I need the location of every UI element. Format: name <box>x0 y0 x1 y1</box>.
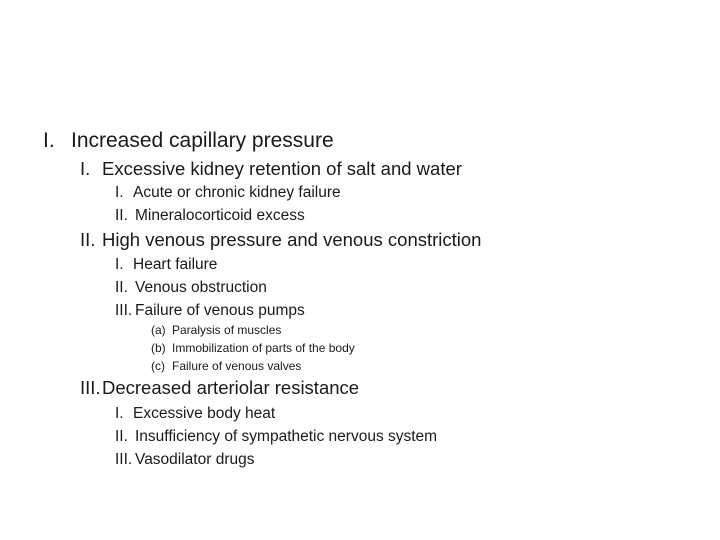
outline-number: I. <box>115 184 124 201</box>
outline-item-vasodilator-drugs <box>115 452 254 468</box>
outline-text: Decreased arteriolar resistance <box>102 377 360 398</box>
outline-text: Acute or chronic kidney failure <box>133 184 341 201</box>
outline-item-high-venous-pressure <box>80 231 481 250</box>
outline-text: Insufficiency of sympathetic nervous system <box>135 428 438 445</box>
outline-number: II. <box>80 229 96 250</box>
outline-item-mineralocorticoid <box>115 208 305 224</box>
outline-text: Excessive body heat <box>133 405 276 422</box>
outline-item-sympathetic-insufficiency <box>115 429 437 445</box>
outline-item-venous-valves <box>151 360 301 372</box>
outline-item-venous-pumps <box>115 303 305 319</box>
outline-text: Venous obstruction <box>135 279 267 296</box>
outline-number: II. <box>115 207 128 224</box>
outline-text: Mineralocorticoid excess <box>135 207 305 224</box>
outline-text: Paralysis of muscles <box>172 323 282 337</box>
outline-text: Failure of venous pumps <box>135 302 305 319</box>
outline-number: II. <box>115 428 128 445</box>
outline-text: Excessive kidney retention of salt and water <box>102 158 462 179</box>
outline-text: Vasodilator drugs <box>135 451 255 468</box>
outline-number: I. <box>80 158 91 179</box>
outline-number: (b) <box>151 341 166 355</box>
outline-item-heart-failure <box>115 257 217 273</box>
outline-item-increased-capillary-pressure <box>43 130 334 151</box>
outline-number: II. <box>115 279 128 296</box>
outline-text: Increased capillary pressure <box>71 129 334 152</box>
outline-text: Heart failure <box>133 256 218 273</box>
outline-number: (a) <box>151 323 166 337</box>
outline-number: III. <box>80 377 101 398</box>
outline-item-kidney-failure <box>115 185 341 201</box>
outline-text: High venous pressure and venous constriction <box>102 229 482 250</box>
outline-item-venous-obstruction <box>115 280 267 296</box>
outline-text: Immobilization of parts of the body <box>172 341 355 355</box>
outline-text: Failure of venous valves <box>172 359 302 373</box>
outline-item-arteriolar-resistance <box>80 379 359 398</box>
outline-number: III. <box>115 302 133 319</box>
outline-item-paralysis <box>151 324 281 336</box>
outline-number: (c) <box>151 359 165 373</box>
outline-item-kidney-retention <box>80 160 462 179</box>
outline-number: III. <box>115 451 133 468</box>
outline-number: I. <box>43 129 55 152</box>
outline-item-immobilization <box>151 342 355 354</box>
outline-number: I. <box>115 256 124 273</box>
outline-item-body-heat <box>115 406 275 422</box>
outline-number: I. <box>115 405 124 422</box>
